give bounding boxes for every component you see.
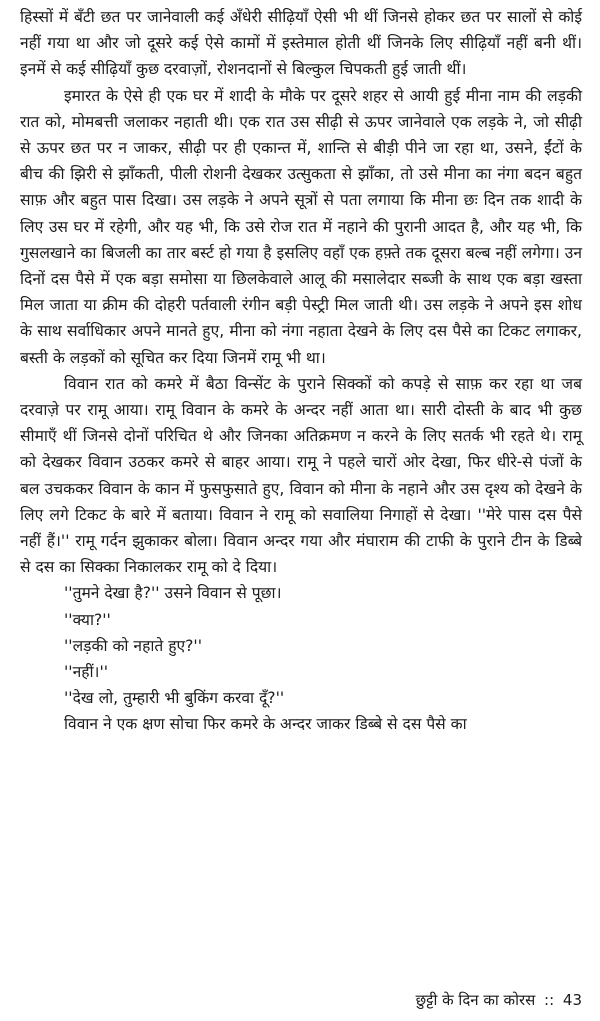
- page-number: 43: [562, 991, 582, 1009]
- closing-paragraph: विवान ने एक क्षण सोचा फिर कमरे के अन्दर जाकर डिब्बे से दस पैसे का: [64, 715, 467, 734]
- dialogue-line-3: ''लड़की को नहाते हुए?'': [64, 636, 203, 655]
- page-text: [20, 4, 582, 738]
- dialogue-line-1: ''तुमने देखा है?'' उसने विवान से पूछा।: [64, 584, 282, 603]
- dialogue-line-5: ''देख लो, तुम्हारी भी बुकिंग करवा दूँ?'': [64, 689, 285, 708]
- dialogue-line-4: ''नहीं।'': [64, 663, 109, 682]
- footer-book-title: छुट्टी के दिन का कोरस: [415, 991, 536, 1009]
- page-footer: [416, 990, 582, 1010]
- paragraph-3: विवान रात को कमरे में बैठा विन्सेंट के पुराने सिक्कों को कपड़े से साफ़ कर रहा था जब दरवाज़े पर रामू आया। रामू विवान के कमरे के अन्दर नहीं आता था। सारी दोस्ती के बाद भी कुछ सीमाएँ थीं जिनसे दोनों परिचित थे और जिनका अतिक्रमण न करने के लिए सतर्क भी रहते थे। रामू को देखकर विवान उठकर कमरे से बाहर आया। रामू ने पहले चारों ओर देखा, फिर धीरे-से पंजों के बल उचककर विवान के कान में फुसफुसाते हुए, विवान को मीना के नहाने और उस दृश्य को देखने के लिए लगे टिकट के बारे में बताया। विवान ने रामू को सवालिया निगाहों से देखा। ''मेरे पास दस पैसे नहीं हैं।'' रामू गर्दन झुकाकर बोला। विवान अन्दर गया और मंघाराम की टाफी के पुराने टीन के डिब्बे से दस का सिक्का निकालकर रामू को दे दिया।: [20, 374, 582, 577]
- footer-separator: ::: [544, 991, 555, 1009]
- dialogue-line-2: ''क्या?'': [64, 610, 111, 629]
- paragraph-2: इमारत के ऐसे ही एक घर में शादी के मौके पर दूसरे शहर से आयी हुई मीना नाम की लड़की रात को, मोमबत्ती जलाकर नहाती थी। एक रात उस सीढ़ी से ऊपर जानेवाले एक लड़के ने, जो सीढ़ी से ऊपर छत पर न जाकर, सीढ़ी पर ही एकान्त में, शान्ति से बीड़ी पीने जा रहा था, उसने, ईंटों के बीच की झिरी से झाँकती, पीली रोशनी देखकर उत्सुकता से झाँका, तो उसे मीना का नंगा बदन बहुत साफ़ और बहुत पास दिखा। उस लड़के ने अपने सूत्रों से पता लगाया कि मीना छः दिन तक शादी के लिए उस घर में रहेगी, और यह भी, कि उसे रोज रात में नहाने की पुरानी आदत है, और यह भी, कि गुसलखाने का बिजली का तार बर्स्ट हो गया है इसलिए वहाँ एक हफ़्ते तक दूसरा बल्ब नहीं लगेगा। उन दिनों दस पैसे में एक बड़ा समोसा या छिलकेवाले आलू की मसालेदार सब्जी के साथ एक बड़ा खस्ता मिल जाता या क्रीम की दोहरी पर्तवाली रंगीन बड़ी पेस्ट्री मिल जाती थी। उस लड़के ने अपने इस शोध के साथ सर्वाधिकार अपने मानते हुए, मीना को नंगा नहाता देखने के लिए दस पैसे का टिकट लगाकर, बस्ती के लड़कों को सूचित कर दिया जिनमें रामू भी था।: [20, 86, 582, 367]
- paragraph-1: हिस्सों में बँटी छत पर जानेवाली कई अँधेरी सीढ़ियाँ ऐसी भी थीं जिनसे होकर छत पर सालों से कोई नहीं गया था और जो दूसरे कई ऐसे कामों में इस्तेमाल होती थीं जिनके लिए सीढ़ियाँ नहीं बनी थीं। इनमें से कई सीढ़ियाँ कुछ दरवाज़ों, रोशनदानों से बिल्कुल चिपकती हुई जाती थीं।: [20, 8, 582, 79]
